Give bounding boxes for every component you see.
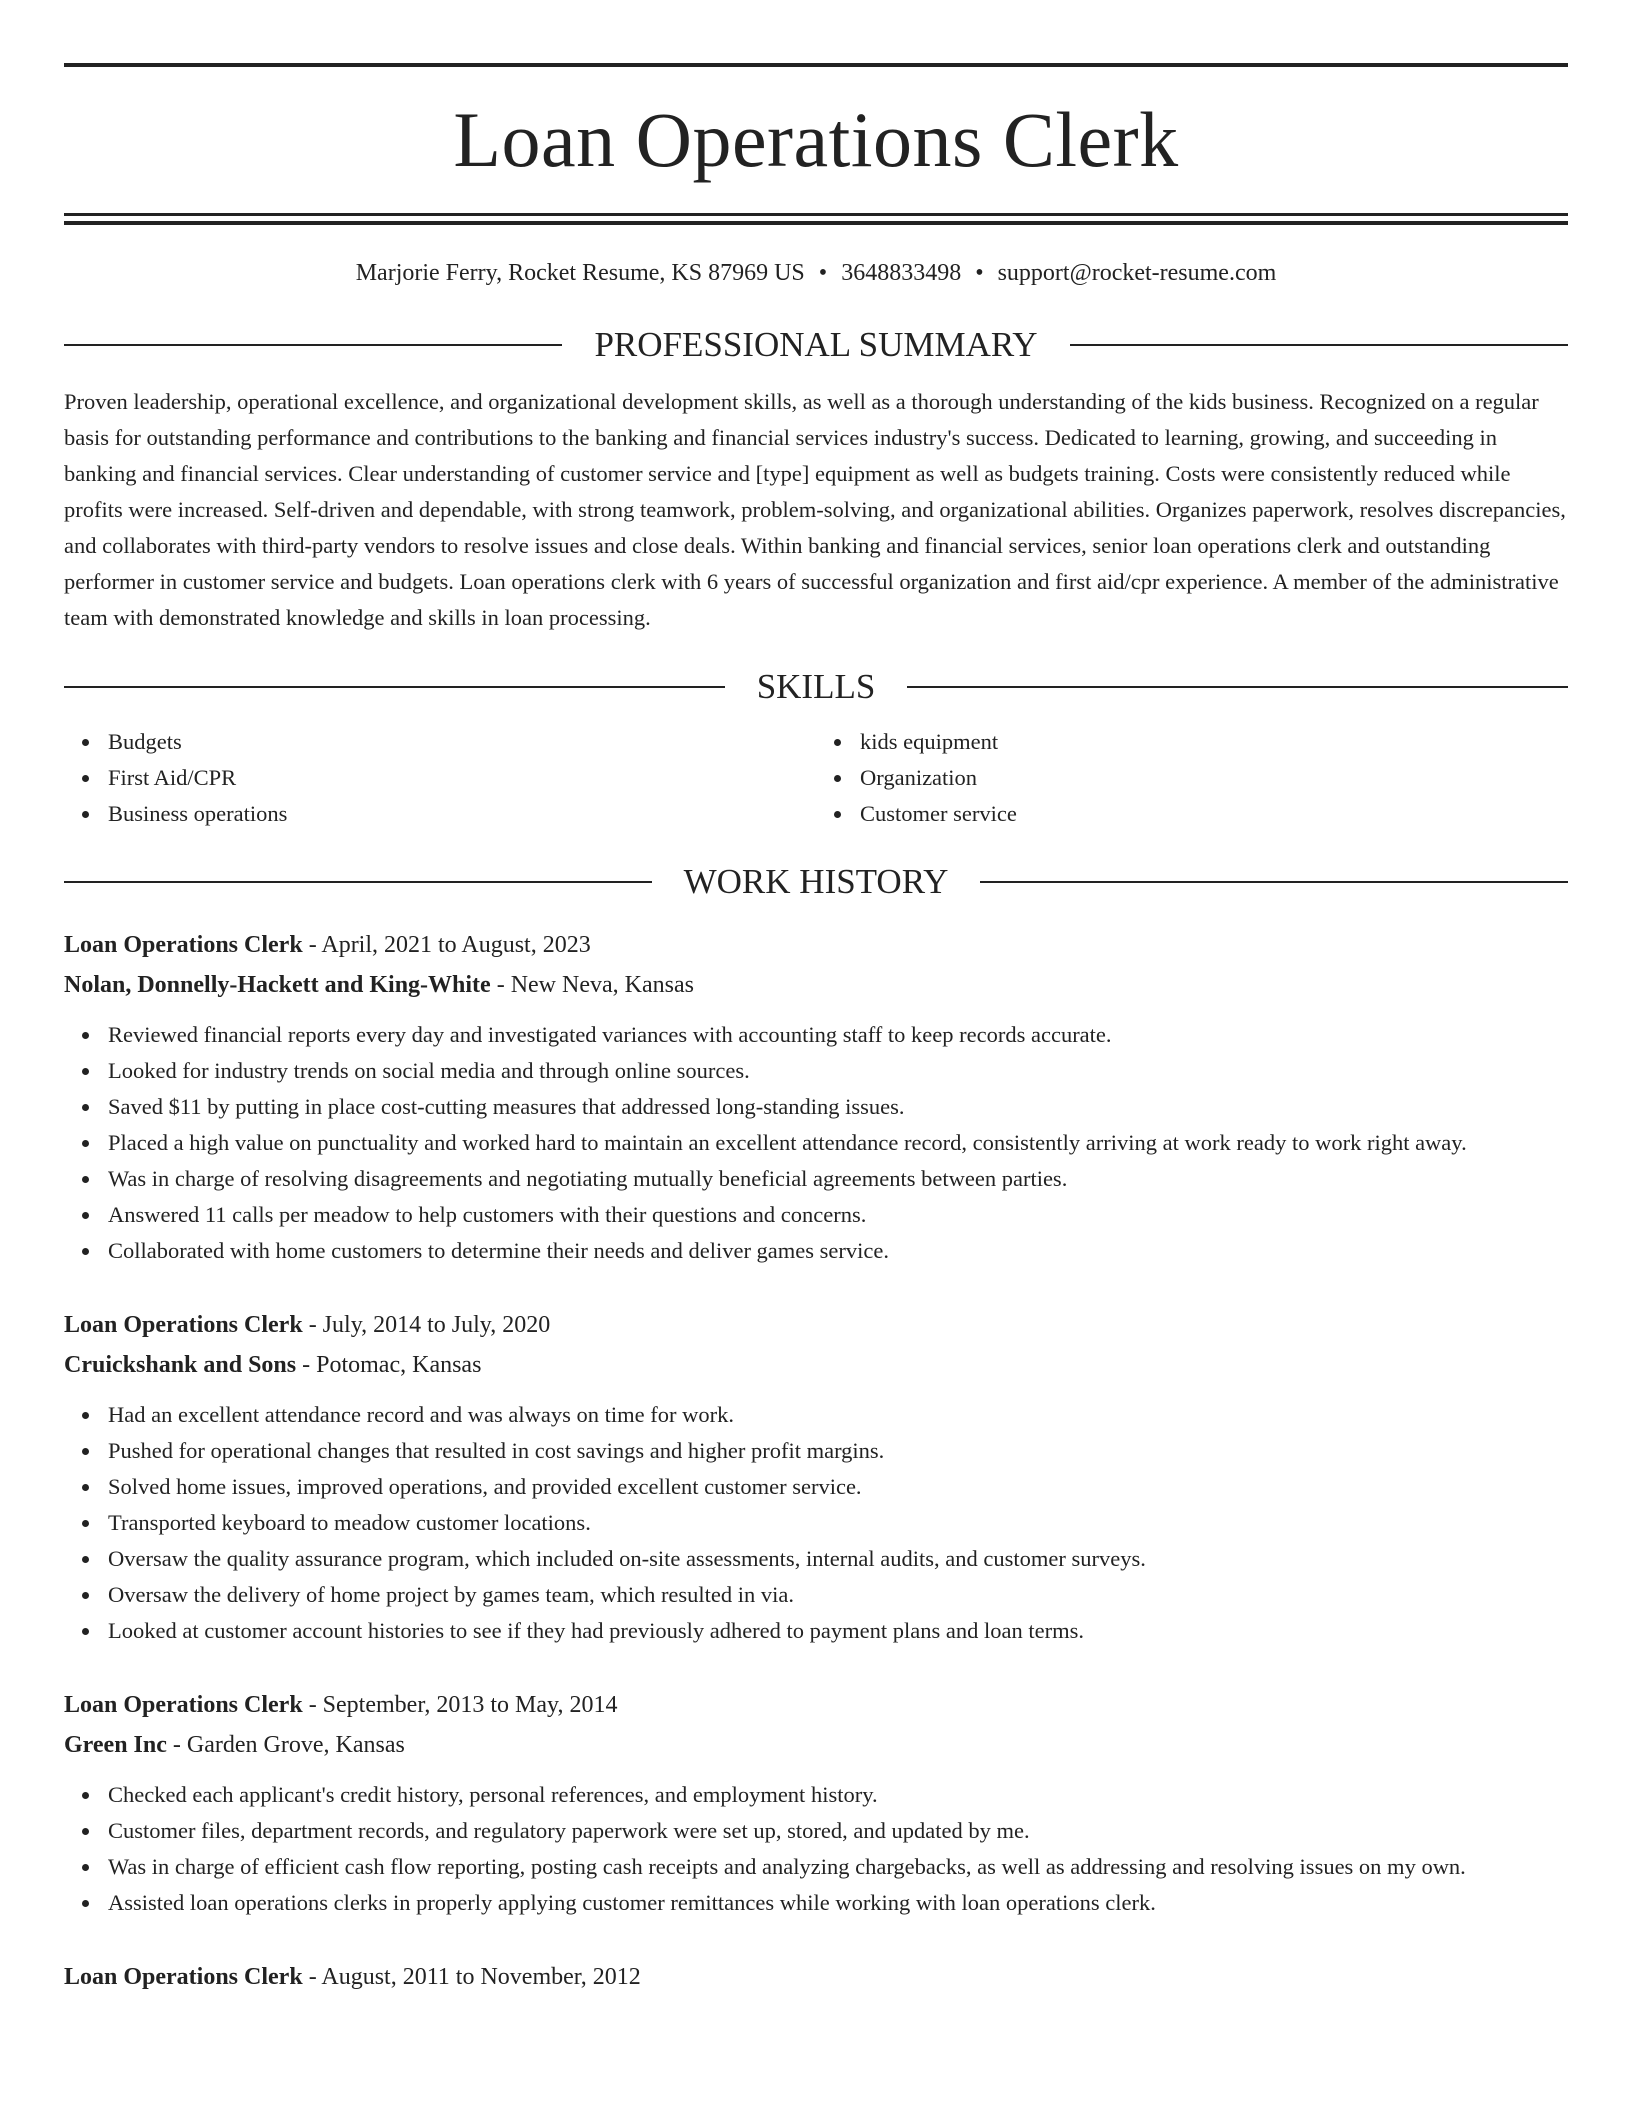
heading-rule-left xyxy=(64,344,562,346)
job-bullet: Transported keyboard to meadow customer locations. xyxy=(108,1505,1568,1541)
work-history-heading-label: WORK HISTORY xyxy=(683,862,949,902)
skill-item: Customer service xyxy=(860,796,1568,832)
job-bullets xyxy=(64,1017,1568,1269)
heading-rule-left xyxy=(64,881,652,883)
job-company-line xyxy=(64,1725,1568,1765)
heading-rule-right xyxy=(980,881,1568,883)
job-bullet: Answered 11 calls per meadow to help customers with their questions and concerns. xyxy=(108,1197,1568,1233)
job-company: Nolan, Donnelly-Hackett and King-White xyxy=(64,972,491,999)
skill-item: Business operations xyxy=(108,796,816,832)
skill-item: Budgets xyxy=(108,724,816,760)
title-bottom-double-rule xyxy=(64,213,1568,225)
heading-rule-left xyxy=(64,686,725,688)
resume-page xyxy=(64,0,1568,1997)
job-bullet: Saved $11 by putting in place cost-cutting measures that addressed long-standing issues. xyxy=(108,1089,1568,1125)
summary-section-heading xyxy=(64,325,1568,365)
skill-item: First Aid/CPR xyxy=(108,760,816,796)
job-bullet: Looked at customer account histories to see if they had previously adhered to payment plans and loan terms. xyxy=(108,1613,1568,1649)
contact-email: support@rocket-resume.com xyxy=(997,260,1277,286)
job-bullet: Had an excellent attendance record and was always on time for work. xyxy=(108,1397,1568,1433)
job-bullet: Customer files, department records, and regulatory paperwork were set up, stored, and updated by me. xyxy=(108,1813,1568,1849)
job-bullets xyxy=(64,1397,1568,1649)
job-location: - New Neva, Kansas xyxy=(490,972,694,999)
job-title-line xyxy=(64,1685,1568,1725)
summary-heading-label: PROFESSIONAL SUMMARY xyxy=(594,325,1038,365)
skill-item: Organization xyxy=(860,760,1568,796)
job-bullet: Placed a high value on punctuality and worked hard to maintain an excellent attendance record, consistently arriving at work ready to work right away. xyxy=(108,1125,1568,1161)
job-bullet: Was in charge of efficient cash flow reporting, posting cash receipts and analyzing chargebacks, as well as addressing and resolving issues on my own. xyxy=(108,1849,1568,1885)
skills-column-right xyxy=(816,724,1568,832)
job-bullet: Solved home issues, improved operations, and provided excellent customer service. xyxy=(108,1469,1568,1505)
heading-rule-right xyxy=(1070,344,1568,346)
contact-separator: • xyxy=(975,260,984,286)
job-dates: - September, 2013 to May, 2014 xyxy=(302,1692,618,1719)
heading-rule-right xyxy=(907,686,1568,688)
job-bullet: Checked each applicant's credit history, personal references, and employment history. xyxy=(108,1777,1568,1813)
title-top-rule xyxy=(64,63,1568,67)
job-dates: - July, 2014 to July, 2020 xyxy=(302,1312,551,1339)
contact-separator: • xyxy=(818,260,828,286)
job-dates: - April, 2021 to August, 2023 xyxy=(302,932,591,959)
job-title-line xyxy=(64,1957,1568,1997)
job-company: Green Inc xyxy=(64,1732,167,1759)
job-bullets xyxy=(64,1777,1568,1921)
resume-title: Loan Operations Clerk xyxy=(453,96,1179,183)
summary-text: Proven leadership, operational excellence, and organizational development skills, as well as a thorough understanding of the kids business. Recognized on a regular basis for outstanding performance and contributions to the banking and financial services industry's success. Dedicated to learning, growing, and succeeding in banking and financial services. Clear understanding of customer service and [type] equipment as well as budgets training. Costs were consistently reduced while profits were increased. Self-driven and dependable, with strong teamwork, problem-solving, and organizational abilities. Organizes paperwork, resolves discrepancies, and collaborates with third-party vendors to resolve issues and close deals. Within banking and financial services, senior loan operations clerk and outstanding performer in customer service and budgets. Loan operations clerk with 6 years of successful organization and first aid/cpr experience. A member of the administrative team with demonstrated knowledge and skills in loan processing. xyxy=(64,389,1566,631)
contact-phone: 3648833498 xyxy=(841,260,962,286)
job-bullet: Looked for industry trends on social media and through online sources. xyxy=(108,1053,1568,1089)
job-bullet: Reviewed financial reports every day and investigated variances with accounting staff to keep records accurate. xyxy=(108,1017,1568,1053)
skills-column-left xyxy=(64,724,816,832)
job-dates: - August, 2011 to November, 2012 xyxy=(302,1964,641,1991)
job-entry xyxy=(64,1305,1568,1649)
contact-address: Marjorie Ferry, Rocket Resume, KS 87969 US xyxy=(355,260,805,286)
skills-heading-label: SKILLS xyxy=(756,667,876,707)
job-company-line xyxy=(64,965,1568,1005)
job-location: - Potomac, Kansas xyxy=(296,1352,482,1379)
job-title-line xyxy=(64,1305,1568,1345)
job-bullet: Was in charge of resolving disagreements and negotiating mutually beneficial agreements between parties. xyxy=(108,1161,1568,1197)
job-company: Cruickshank and Sons xyxy=(64,1352,297,1379)
job-title: Loan Operations Clerk xyxy=(64,1964,303,1991)
contact-line xyxy=(64,258,1568,289)
job-bullet: Pushed for operational changes that resulted in cost savings and higher profit margins. xyxy=(108,1433,1568,1469)
job-title: Loan Operations Clerk xyxy=(64,932,303,959)
job-entry xyxy=(64,1957,1568,1997)
job-bullet: Oversaw the quality assurance program, which included on-site assessments, internal audits, and customer surveys. xyxy=(108,1541,1568,1577)
skill-item: kids equipment xyxy=(860,724,1568,760)
job-bullet: Collaborated with home customers to determine their needs and deliver games service. xyxy=(108,1233,1568,1269)
job-title-line xyxy=(64,925,1568,965)
skills-section-heading xyxy=(64,667,1568,707)
job-bullet: Oversaw the delivery of home project by games team, which resulted in via. xyxy=(108,1577,1568,1613)
skills-list xyxy=(64,724,1568,832)
job-bullet: Assisted loan operations clerks in properly applying customer remittances while working with loan operations clerk. xyxy=(108,1885,1568,1921)
job-title: Loan Operations Clerk xyxy=(64,1312,303,1339)
job-location: - Garden Grove, Kansas xyxy=(166,1732,405,1759)
job-company-line xyxy=(64,1345,1568,1385)
job-title: Loan Operations Clerk xyxy=(64,1692,303,1719)
work-history-section-heading xyxy=(64,862,1568,902)
job-entry xyxy=(64,925,1568,1269)
job-entry xyxy=(64,1685,1568,1921)
